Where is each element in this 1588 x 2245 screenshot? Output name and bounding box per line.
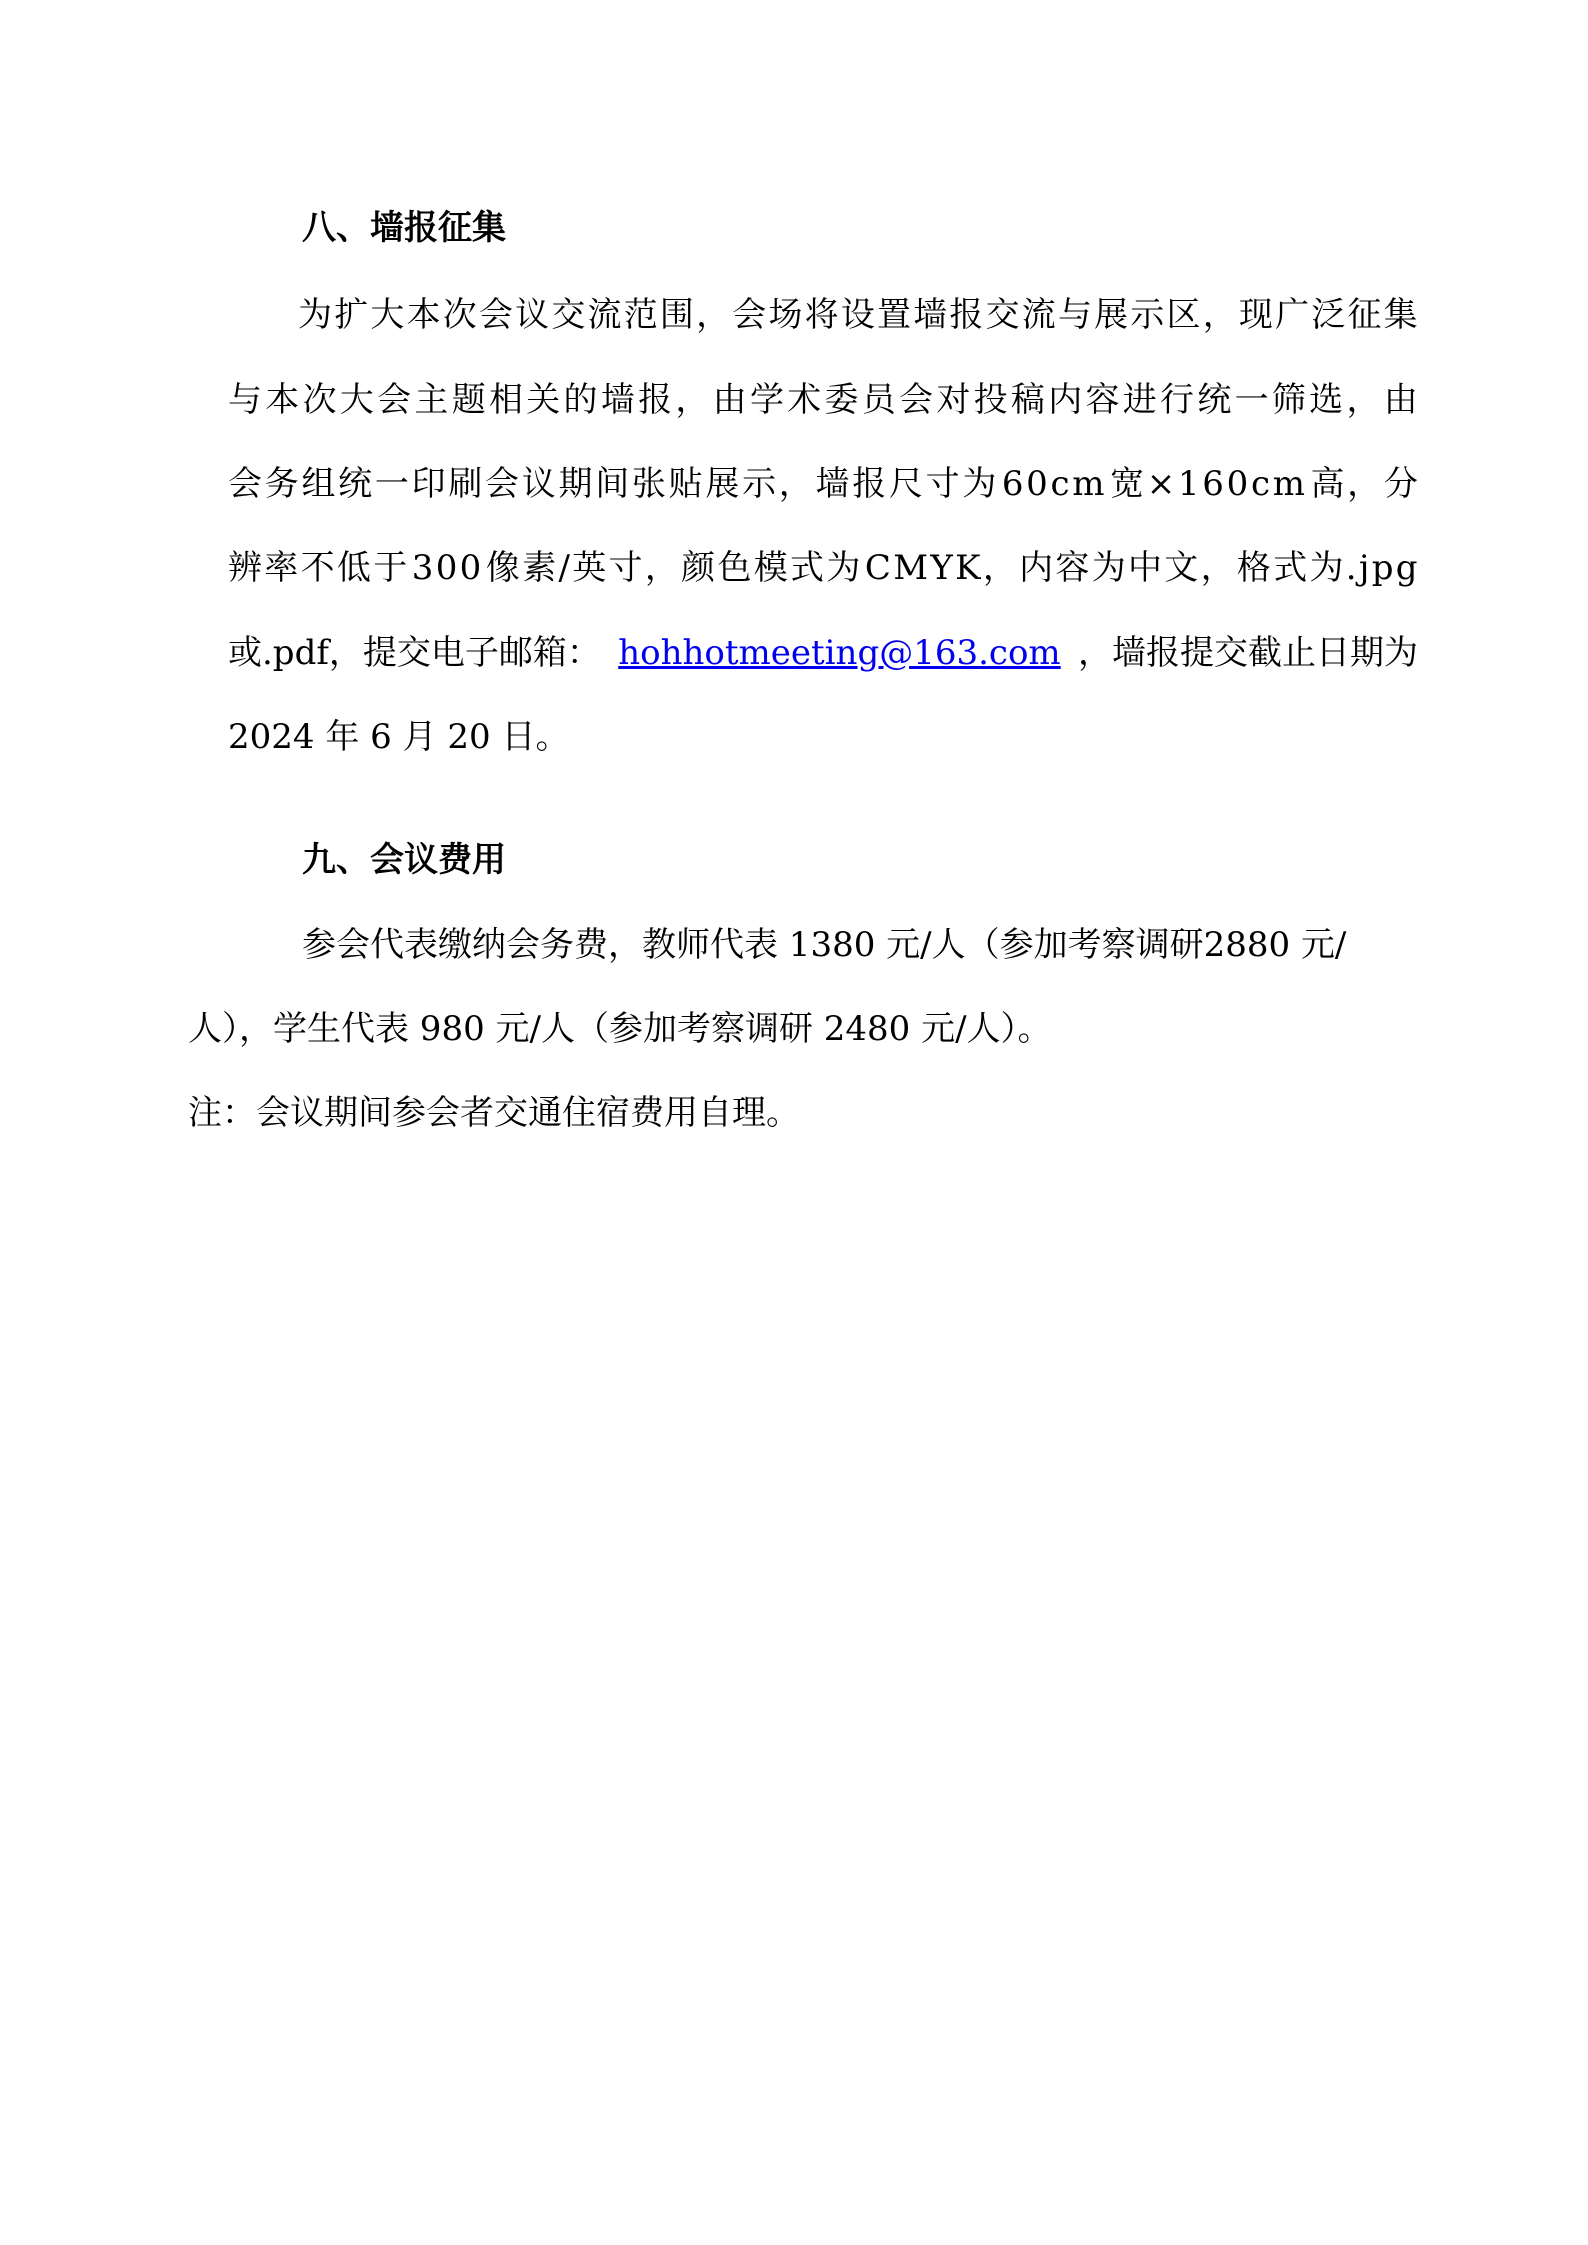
poster-paragraph-line-3: [228, 464, 1418, 504]
poster-paragraph-line-5: [228, 633, 1418, 673]
fees-paragraph-line-2: 人），学生代表 980 元/人（参加考察调研 2480 元/人）。: [188, 1009, 1052, 1049]
section-heading-conference-fees: 九、会议费用: [302, 840, 506, 880]
poster-paragraph-text: 与 本 次 大 会 主 题 相 关 的 墙 报 ， 由 学 术 委 员 会 对 投 稿 内 容 进 行 统 一 筛 选 ， 由: [228, 380, 1418, 420]
poster-paragraph-line-2: [228, 380, 1418, 420]
email-link[interactable]: hohhotmeeting@163.com: [618, 633, 1061, 673]
section-heading-poster-collection: 八、墙报征集: [302, 208, 506, 248]
poster-paragraph-line-4: [228, 548, 1418, 588]
poster-paragraph-text: 辨 率 不 低 于 3 0 0 像 素 / 英 寸 ， 颜 色 模 式 为 C M Y K ， 内 容 为 中 文 ， 格 式 为 . j p g: [228, 548, 1418, 588]
fees-note: 注：会议期间参会者交通住宿费用自理。: [188, 1093, 800, 1133]
poster-paragraph-text: 会 务 组 统 一 印 刷 会 议 期 间 张 贴 展 示 ， 墙 报 尺 寸 为 6 0 c m 宽 × 1 6 0 c m 高 ， 分: [228, 464, 1418, 504]
poster-paragraph-text: 为 扩 大 本 次 会 议 交 流 范 围 ， 会 场 将 设 置 墙 报 交 流 与 展 示 区 ， 现 广 泛 征 集: [298, 295, 1418, 335]
fees-paragraph-line-1: 参会代表缴纳会务费，教师代表 1380 元/人（参加考察调研2880 元/: [302, 925, 1347, 965]
poster-paragraph-text-before-email: 或.pdf，提交电子邮箱：: [228, 633, 601, 673]
poster-paragraph-line-1: [298, 295, 1418, 335]
poster-paragraph-text-after-email: ，墙报提交截止日期为: [1077, 633, 1418, 673]
poster-paragraph-line-6: 2024 年 6 月 20 日。: [228, 717, 570, 757]
